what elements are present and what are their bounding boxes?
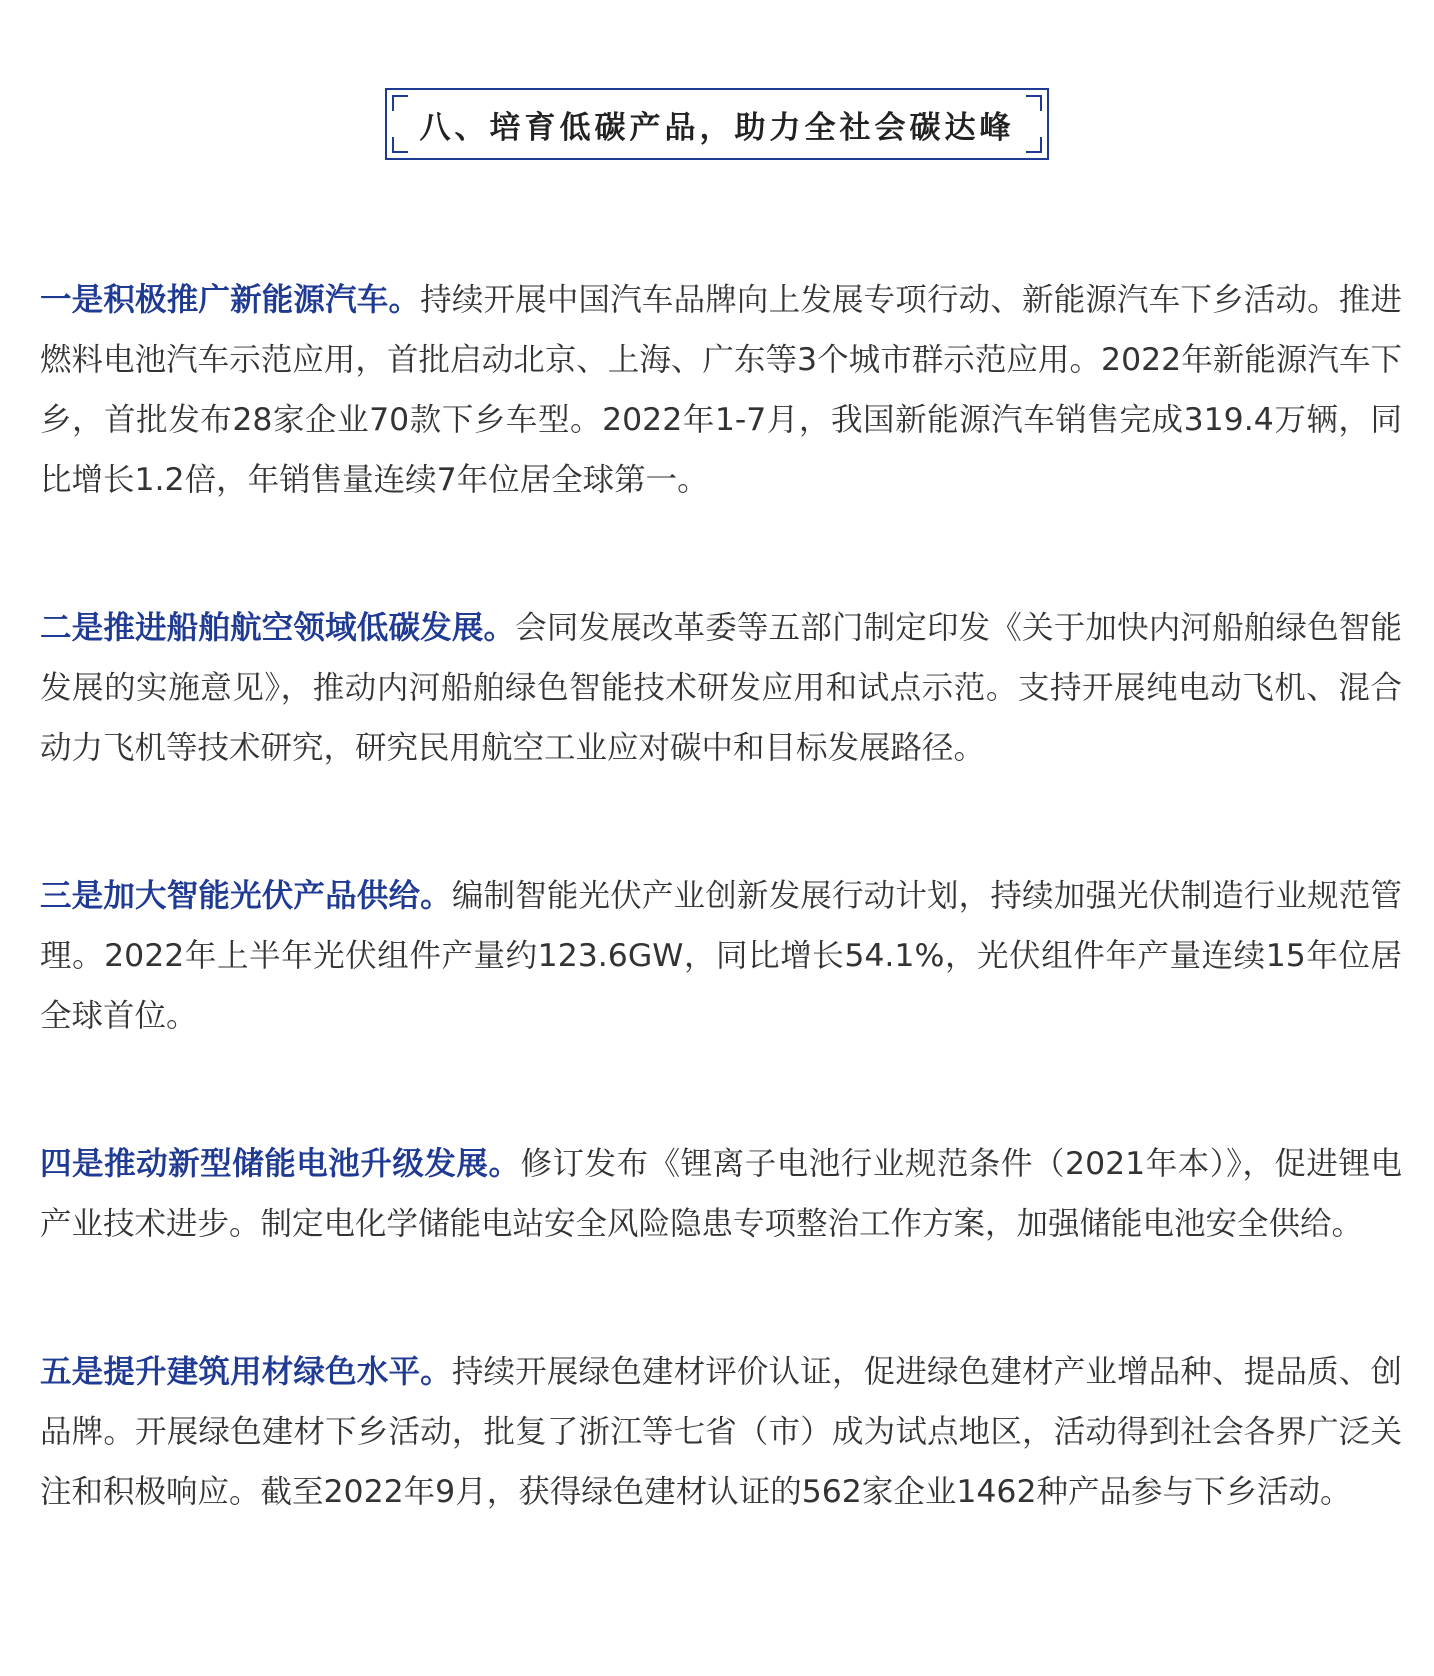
section-title-box [385, 88, 1049, 160]
section-title-wrapper [0, 88, 1434, 160]
frame-corner-top-right [1026, 95, 1042, 111]
paragraph-body: 修订发布《锂离子电池行业规范条件（2021年本）》，促进锂电产业技术进步。制定电化学储能电站安全风险隐患专项整治工作方案，加强储能电池安全供给。 [40, 1146, 1402, 1242]
paragraph-new-energy-vehicles [40, 270, 1402, 510]
frame-corner-bottom-left [392, 137, 408, 153]
paragraph-energy-storage [40, 1134, 1402, 1254]
paragraph-body: 会同发展改革委等五部门制定印发《关于加快内河船舶绿色智能发展的实施意见》，推动内河船舶绿色智能技术研发应用和试点示范。支持开展纯电动飞机、混合动力飞机等技术研究，研究民用航空工业应对碳中和目标发展路径。 [40, 610, 1402, 766]
paragraph-green-building-materials [40, 1342, 1402, 1522]
paragraph-lead: 四是推动新型储能电池升级发展。 [40, 1146, 521, 1182]
paragraph-smart-photovoltaic [40, 866, 1402, 1046]
paragraph-lead: 五是提升建筑用材绿色水平。 [40, 1354, 452, 1390]
paragraph-lead: 一是积极推广新能源汽车。 [40, 282, 421, 318]
paragraph-lead: 二是推进船舶航空领域低碳发展。 [40, 610, 516, 646]
article-body [40, 270, 1402, 1610]
paragraph-body: 持续开展中国汽车品牌向上发展专项行动、新能源汽车下乡活动。推进燃料电池汽车示范应用，首批启动北京、上海、广东等3个城市群示范应用。2022年新能源汽车下乡，首批发布28家企业70款下乡车型。2022年1-7月，我国新能源汽车销售完成319.4万辆，同比增长1.2倍，年销售量连续7年位居全球第一。 [40, 282, 1402, 498]
frame-corner-bottom-right [1026, 137, 1042, 153]
paragraph-body: 持续开展绿色建材评价认证，促进绿色建材产业增品种、提品质、创品牌。开展绿色建材下乡活动，批复了浙江等七省（市）成为试点地区，活动得到社会各界广泛关注和积极响应。截至2022年9月，获得绿色建材认证的562家企业1462种产品参与下乡活动。 [40, 1354, 1402, 1510]
section-title: 八、培育低碳产品，助力全社会碳达峰 [419, 109, 1015, 146]
paragraph-body: 编制智能光伏产业创新发展行动计划，持续加强光伏制造行业规范管理。2022年上半年光伏组件产量约123.6GW，同比增长54.1%，光伏组件年产量连续15年位居全球首位。 [40, 878, 1402, 1034]
frame-corner-top-left [392, 95, 408, 111]
paragraph-ships-aviation [40, 598, 1402, 778]
paragraph-lead: 三是加大智能光伏产品供给。 [40, 878, 452, 914]
